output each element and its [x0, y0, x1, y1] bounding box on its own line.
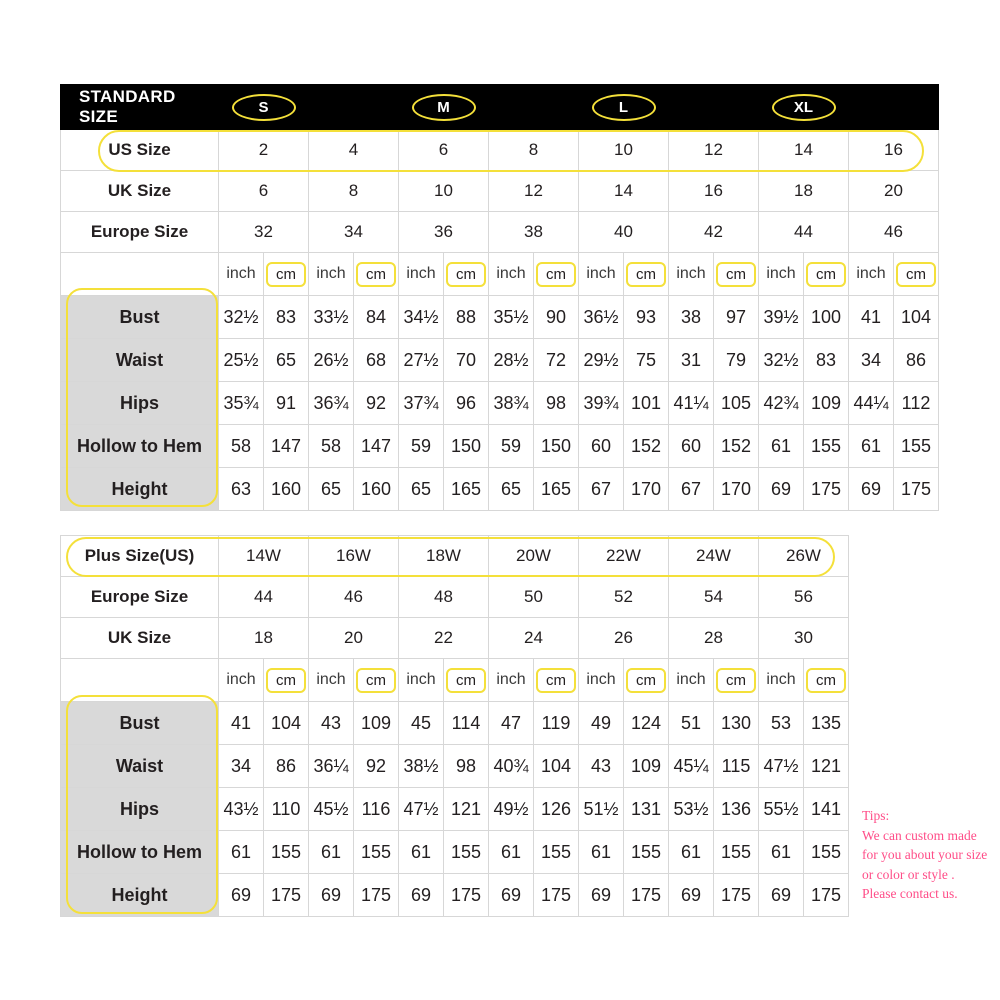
height-v5: 165	[444, 468, 489, 511]
height-v15: 175	[894, 468, 939, 511]
table-row-us-size	[61, 130, 939, 171]
plus-waist-v1: 86	[264, 745, 309, 788]
plus-height-v8: 69	[579, 874, 624, 917]
plus-bust-v11: 130	[714, 702, 759, 745]
plus-hips-v2: 45½	[309, 788, 354, 831]
hollow-v4: 59	[399, 425, 444, 468]
cell-eu-7: 46	[849, 212, 939, 253]
unit-inch-1: inch	[309, 253, 354, 296]
plus-height-v0: 69	[219, 874, 264, 917]
plus-bust-v5: 114	[444, 702, 489, 745]
plus-eu-1: 46	[309, 577, 399, 618]
plus-hips-v9: 131	[624, 788, 669, 831]
plus-unit-cm-0	[264, 659, 309, 702]
hollow-v9: 152	[624, 425, 669, 468]
plus-height-v9: 175	[624, 874, 669, 917]
plus-height-v10: 69	[669, 874, 714, 917]
table-row-hollow-to-hem	[61, 425, 939, 468]
unit-inch-6: inch	[759, 253, 804, 296]
plus-bust-v0: 41	[219, 702, 264, 745]
plus-hollow-v10: 61	[669, 831, 714, 874]
cell-us-1: 4	[309, 130, 399, 171]
unit-cm-3	[534, 253, 579, 296]
unit-cm-1	[354, 253, 399, 296]
bust-v11: 97	[714, 296, 759, 339]
hollow-v13: 155	[804, 425, 849, 468]
tips-line-3: for you about your size	[862, 847, 988, 863]
hollow-v3: 147	[354, 425, 399, 468]
plus-unit-cm-badge-0: cm	[266, 668, 306, 693]
height-v7: 165	[534, 468, 579, 511]
plus-uk-6: 30	[759, 618, 849, 659]
height-v12: 69	[759, 468, 804, 511]
waist-v12: 32½	[759, 339, 804, 382]
plus-hips-v11: 136	[714, 788, 759, 831]
waist-v13: 83	[804, 339, 849, 382]
hollow-v12: 61	[759, 425, 804, 468]
size-badge-xl: XL	[772, 94, 836, 121]
plus-unit-cm-badge-3: cm	[536, 668, 576, 693]
plus-hollow-v1: 155	[264, 831, 309, 874]
waist-v7: 72	[534, 339, 579, 382]
plus-hollow-v11: 155	[714, 831, 759, 874]
height-v13: 175	[804, 468, 849, 511]
table-row-hips	[61, 382, 939, 425]
cell-us-2: 6	[399, 130, 489, 171]
cell-eu-5: 42	[669, 212, 759, 253]
height-v3: 160	[354, 468, 399, 511]
plus-height-v6: 69	[489, 874, 534, 917]
header-size-m-pad	[489, 85, 579, 130]
plus-height-v2: 69	[309, 874, 354, 917]
plus-hips-v12: 55½	[759, 788, 804, 831]
header-size-xl-pad	[849, 85, 939, 130]
plus-row-hips	[61, 788, 849, 831]
unit-cm-7	[894, 253, 939, 296]
plus-hips-v10: 53½	[669, 788, 714, 831]
row-label-europe-size: Europe Size	[61, 212, 219, 253]
plus-height-v11: 175	[714, 874, 759, 917]
hips-v4: 37¾	[399, 382, 444, 425]
bust-v7: 90	[534, 296, 579, 339]
waist-v2: 26½	[309, 339, 354, 382]
unit-cm-badge-3: cm	[536, 262, 576, 287]
plus-eu-6: 56	[759, 577, 849, 618]
plus-hollow-v2: 61	[309, 831, 354, 874]
hips-v8: 39¾	[579, 382, 624, 425]
plus-hollow-v6: 61	[489, 831, 534, 874]
plus-us-3: 20W	[489, 536, 579, 577]
plus-row-waist	[61, 745, 849, 788]
hips-v13: 109	[804, 382, 849, 425]
header-size-l-pad	[669, 85, 759, 130]
height-v9: 170	[624, 468, 669, 511]
plus-row-plus-size-us	[61, 536, 849, 577]
standard-size-table	[60, 84, 939, 511]
unit-cm-2	[444, 253, 489, 296]
plus-bust-v8: 49	[579, 702, 624, 745]
plus-waist-v11: 115	[714, 745, 759, 788]
plus-hollow-v8: 61	[579, 831, 624, 874]
unit-cm-5	[714, 253, 759, 296]
unit-inch-3: inch	[489, 253, 534, 296]
tips-line-1: Tips:	[862, 808, 890, 823]
waist-v11: 79	[714, 339, 759, 382]
hips-v12: 42¾	[759, 382, 804, 425]
plus-unit-cm-badge-1: cm	[356, 668, 396, 693]
plus-us-0: 14W	[219, 536, 309, 577]
unit-cm-badge-4: cm	[626, 262, 666, 287]
plus-unit-inch-4: inch	[579, 659, 624, 702]
plus-height-v5: 175	[444, 874, 489, 917]
hips-v9: 101	[624, 382, 669, 425]
height-v4: 65	[399, 468, 444, 511]
plus-bust-v10: 51	[669, 702, 714, 745]
plus-waist-v0: 34	[219, 745, 264, 788]
plus-height-v7: 175	[534, 874, 579, 917]
plus-row-units	[61, 659, 849, 702]
plus-hollow-v3: 155	[354, 831, 399, 874]
tips-line-5: Please contact us.	[862, 886, 958, 902]
hollow-v15: 155	[894, 425, 939, 468]
waist-v4: 27½	[399, 339, 444, 382]
tips-line-2: We can custom made	[862, 827, 977, 843]
unit-cm-6	[804, 253, 849, 296]
plus-row-label-europe: Europe Size	[61, 577, 219, 618]
plus-hollow-v13: 155	[804, 831, 849, 874]
table-row-height	[61, 468, 939, 511]
plus-unit-inch-0: inch	[219, 659, 264, 702]
plus-units-row-label	[61, 659, 219, 702]
size-badge-s: S	[232, 94, 296, 121]
waist-v5: 70	[444, 339, 489, 382]
plus-unit-cm-4	[624, 659, 669, 702]
plus-unit-inch-5: inch	[669, 659, 714, 702]
plus-row-label-waist: Waist	[61, 745, 219, 788]
plus-waist-v2: 36¼	[309, 745, 354, 788]
plus-bust-v7: 119	[534, 702, 579, 745]
plus-unit-cm-badge-6: cm	[806, 668, 846, 693]
hollow-v5: 150	[444, 425, 489, 468]
plus-bust-v6: 47	[489, 702, 534, 745]
hollow-v8: 60	[579, 425, 624, 468]
row-label-hips: Hips	[61, 382, 219, 425]
plus-bust-v13: 135	[804, 702, 849, 745]
unit-inch-7: inch	[849, 253, 894, 296]
plus-hips-v1: 110	[264, 788, 309, 831]
unit-inch-2: inch	[399, 253, 444, 296]
plus-waist-v8: 43	[579, 745, 624, 788]
hollow-v6: 59	[489, 425, 534, 468]
waist-v6: 28½	[489, 339, 534, 382]
cell-us-0: 2	[219, 130, 309, 171]
plus-unit-inch-6: inch	[759, 659, 804, 702]
row-label-bust: Bust	[61, 296, 219, 339]
plus-hips-v6: 49½	[489, 788, 534, 831]
hips-v6: 38¾	[489, 382, 534, 425]
hips-v10: 41¼	[669, 382, 714, 425]
plus-uk-1: 20	[309, 618, 399, 659]
plus-hollow-v9: 155	[624, 831, 669, 874]
height-v6: 65	[489, 468, 534, 511]
unit-cm-badge-6: cm	[806, 262, 846, 287]
hollow-v2: 58	[309, 425, 354, 468]
waist-v10: 31	[669, 339, 714, 382]
waist-v8: 29½	[579, 339, 624, 382]
header-size-xl	[759, 85, 849, 130]
plus-waist-v3: 92	[354, 745, 399, 788]
plus-hips-v4: 47½	[399, 788, 444, 831]
hollow-v1: 147	[264, 425, 309, 468]
plus-row-label-height: Height	[61, 874, 219, 917]
bust-v14: 41	[849, 296, 894, 339]
cell-uk-5: 16	[669, 171, 759, 212]
plus-unit-cm-badge-4: cm	[626, 668, 666, 693]
plus-us-4: 22W	[579, 536, 669, 577]
hollow-v11: 152	[714, 425, 759, 468]
height-v2: 65	[309, 468, 354, 511]
plus-row-label-plus-size: Plus Size(US)	[61, 536, 219, 577]
waist-v0: 25½	[219, 339, 264, 382]
height-v0: 63	[219, 468, 264, 511]
cell-eu-6: 44	[759, 212, 849, 253]
plus-waist-v13: 121	[804, 745, 849, 788]
cell-uk-4: 14	[579, 171, 669, 212]
plus-waist-v10: 45¼	[669, 745, 714, 788]
plus-unit-cm-3	[534, 659, 579, 702]
plus-unit-cm-badge-5: cm	[716, 668, 756, 693]
cell-us-3: 8	[489, 130, 579, 171]
unit-cm-badge-1: cm	[356, 262, 396, 287]
plus-height-v3: 175	[354, 874, 399, 917]
row-label-waist: Waist	[61, 339, 219, 382]
plus-eu-5: 54	[669, 577, 759, 618]
plus-row-label-hollow-to-hem: Hollow to Hem	[61, 831, 219, 874]
hips-v15: 112	[894, 382, 939, 425]
bust-v8: 36½	[579, 296, 624, 339]
plus-hollow-v12: 61	[759, 831, 804, 874]
header-size-s-pad	[309, 85, 399, 130]
plus-bust-v9: 124	[624, 702, 669, 745]
plus-hips-v5: 121	[444, 788, 489, 831]
cell-eu-4: 40	[579, 212, 669, 253]
plus-height-v4: 69	[399, 874, 444, 917]
hips-v1: 91	[264, 382, 309, 425]
row-label-uk-size: UK Size	[61, 171, 219, 212]
plus-bust-v12: 53	[759, 702, 804, 745]
header-size-s	[219, 85, 309, 130]
plus-unit-cm-badge-2: cm	[446, 668, 486, 693]
waist-v3: 68	[354, 339, 399, 382]
waist-v15: 86	[894, 339, 939, 382]
cell-us-6: 14	[759, 130, 849, 171]
plus-waist-v6: 40¾	[489, 745, 534, 788]
hips-v14: 44¼	[849, 382, 894, 425]
bust-v6: 35½	[489, 296, 534, 339]
plus-hips-v7: 126	[534, 788, 579, 831]
standard-title: STANDARD SIZE	[61, 85, 219, 130]
plus-waist-v5: 98	[444, 745, 489, 788]
plus-hips-v8: 51½	[579, 788, 624, 831]
plus-unit-cm-6	[804, 659, 849, 702]
cell-eu-2: 36	[399, 212, 489, 253]
plus-row-bust	[61, 702, 849, 745]
plus-eu-4: 52	[579, 577, 669, 618]
plus-hips-v0: 43½	[219, 788, 264, 831]
unit-cm-badge-5: cm	[716, 262, 756, 287]
size-badge-m: M	[412, 94, 476, 121]
hips-v3: 92	[354, 382, 399, 425]
cell-uk-3: 12	[489, 171, 579, 212]
bust-v5: 88	[444, 296, 489, 339]
row-label-height: Height	[61, 468, 219, 511]
plus-eu-0: 44	[219, 577, 309, 618]
tips-block	[862, 806, 994, 904]
unit-cm-0	[264, 253, 309, 296]
hollow-v0: 58	[219, 425, 264, 468]
plus-hollow-v0: 61	[219, 831, 264, 874]
cell-us-7: 16	[849, 130, 939, 171]
plus-row-label-bust: Bust	[61, 702, 219, 745]
hips-v11: 105	[714, 382, 759, 425]
waist-v9: 75	[624, 339, 669, 382]
plus-uk-2: 22	[399, 618, 489, 659]
table-row-uk-size	[61, 171, 939, 212]
height-v14: 69	[849, 468, 894, 511]
plus-waist-v4: 38½	[399, 745, 444, 788]
plus-hollow-v7: 155	[534, 831, 579, 874]
plus-row-label-hips: Hips	[61, 788, 219, 831]
units-row-label	[61, 253, 219, 296]
plus-hollow-v4: 61	[399, 831, 444, 874]
bust-v2: 33½	[309, 296, 354, 339]
plus-unit-cm-1	[354, 659, 399, 702]
unit-inch-0: inch	[219, 253, 264, 296]
plus-row-hollow-to-hem	[61, 831, 849, 874]
hollow-v10: 60	[669, 425, 714, 468]
plus-bust-v1: 104	[264, 702, 309, 745]
hollow-v14: 61	[849, 425, 894, 468]
cell-eu-3: 38	[489, 212, 579, 253]
hips-v0: 35¾	[219, 382, 264, 425]
height-v11: 170	[714, 468, 759, 511]
plus-waist-v9: 109	[624, 745, 669, 788]
plus-row-europe-size	[61, 577, 849, 618]
cell-eu-1: 34	[309, 212, 399, 253]
waist-v14: 34	[849, 339, 894, 382]
cell-us-5: 12	[669, 130, 759, 171]
plus-height-v13: 175	[804, 874, 849, 917]
plus-unit-inch-2: inch	[399, 659, 444, 702]
cell-us-4: 10	[579, 130, 669, 171]
plus-bust-v3: 109	[354, 702, 399, 745]
plus-bust-v4: 45	[399, 702, 444, 745]
table-row-europe-size	[61, 212, 939, 253]
hips-v5: 96	[444, 382, 489, 425]
table-row-units	[61, 253, 939, 296]
unit-cm-badge-2: cm	[446, 262, 486, 287]
row-label-us-size: US Size	[61, 130, 219, 171]
plus-hips-v3: 116	[354, 788, 399, 831]
plus-us-6: 26W	[759, 536, 849, 577]
cell-uk-7: 20	[849, 171, 939, 212]
bust-v12: 39½	[759, 296, 804, 339]
plus-us-5: 24W	[669, 536, 759, 577]
cell-uk-6: 18	[759, 171, 849, 212]
height-v10: 67	[669, 468, 714, 511]
plus-uk-0: 18	[219, 618, 309, 659]
plus-uk-3: 24	[489, 618, 579, 659]
hollow-v7: 150	[534, 425, 579, 468]
cell-uk-2: 10	[399, 171, 489, 212]
plus-row-height	[61, 874, 849, 917]
plus-height-v1: 175	[264, 874, 309, 917]
plus-bust-v2: 43	[309, 702, 354, 745]
unit-inch-4: inch	[579, 253, 624, 296]
row-label-hollow-to-hem: Hollow to Hem	[61, 425, 219, 468]
header-size-l	[579, 85, 669, 130]
plus-size-table	[60, 535, 849, 917]
plus-waist-v12: 47½	[759, 745, 804, 788]
plus-us-1: 16W	[309, 536, 399, 577]
bust-v1: 83	[264, 296, 309, 339]
cell-uk-1: 8	[309, 171, 399, 212]
plus-waist-v7: 104	[534, 745, 579, 788]
hips-v2: 36¾	[309, 382, 354, 425]
bust-v10: 38	[669, 296, 714, 339]
bust-v3: 84	[354, 296, 399, 339]
bust-v13: 100	[804, 296, 849, 339]
height-v8: 67	[579, 468, 624, 511]
size-badge-l: L	[592, 94, 656, 121]
plus-unit-inch-1: inch	[309, 659, 354, 702]
unit-cm-badge-7: cm	[896, 262, 936, 287]
plus-row-label-uk: UK Size	[61, 618, 219, 659]
bust-v0: 32½	[219, 296, 264, 339]
plus-eu-2: 48	[399, 577, 489, 618]
plus-height-v12: 69	[759, 874, 804, 917]
unit-cm-badge-0: cm	[266, 262, 306, 287]
bust-v4: 34½	[399, 296, 444, 339]
tips-line-4: or color or style .	[862, 866, 955, 882]
plus-uk-4: 26	[579, 618, 669, 659]
plus-hollow-v5: 155	[444, 831, 489, 874]
cell-eu-0: 32	[219, 212, 309, 253]
plus-unit-inch-3: inch	[489, 659, 534, 702]
header-size-m	[399, 85, 489, 130]
plus-eu-3: 50	[489, 577, 579, 618]
hips-v7: 98	[534, 382, 579, 425]
bust-v9: 93	[624, 296, 669, 339]
bust-v15: 104	[894, 296, 939, 339]
height-v1: 160	[264, 468, 309, 511]
plus-hips-v13: 141	[804, 788, 849, 831]
table-row-bust	[61, 296, 939, 339]
plus-unit-cm-5	[714, 659, 759, 702]
waist-v1: 65	[264, 339, 309, 382]
plus-uk-5: 28	[669, 618, 759, 659]
standard-header-row	[61, 85, 939, 130]
plus-unit-cm-2	[444, 659, 489, 702]
table-row-waist	[61, 339, 939, 382]
unit-inch-5: inch	[669, 253, 714, 296]
cell-uk-0: 6	[219, 171, 309, 212]
unit-cm-4	[624, 253, 669, 296]
plus-us-2: 18W	[399, 536, 489, 577]
plus-row-uk-size	[61, 618, 849, 659]
